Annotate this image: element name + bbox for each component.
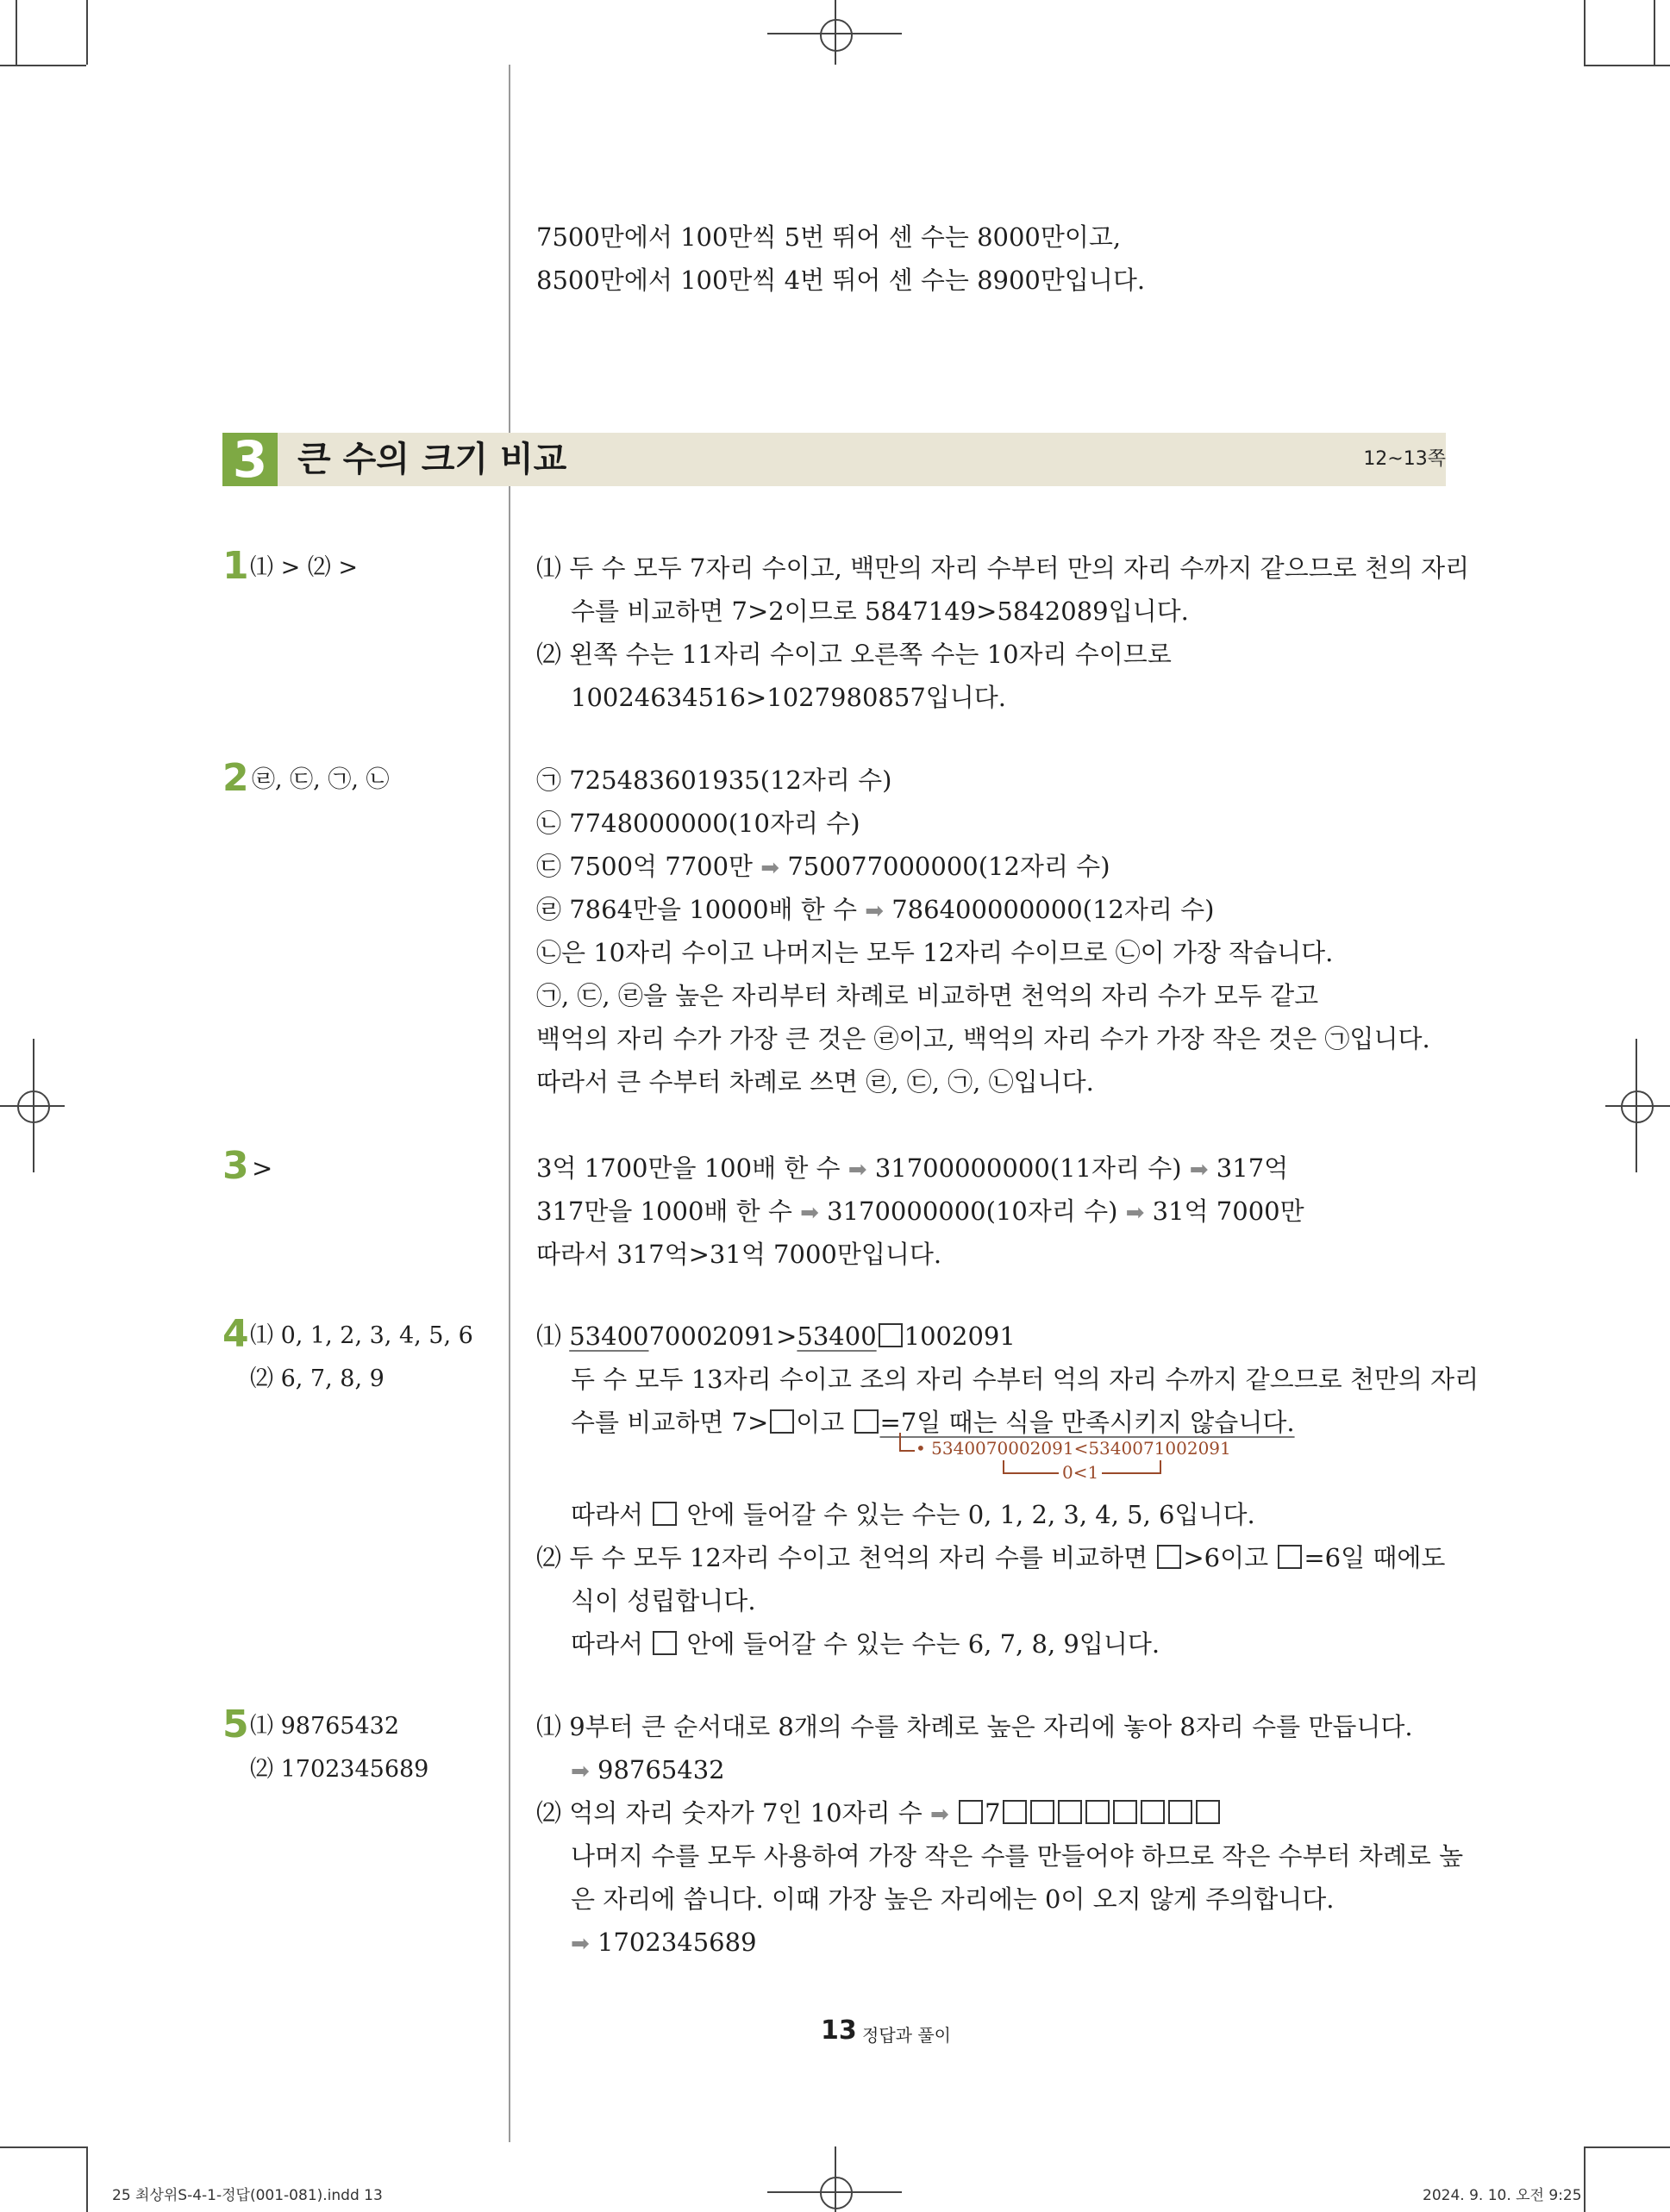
q2-line-6: ㉠, ㉢, ㉣을 높은 자리부터 차례로 비교하면 천억의 자리 수가 모두 같고 xyxy=(536,981,1319,1010)
page-number: 13 xyxy=(821,2015,857,2046)
blank-box xyxy=(1113,1800,1137,1824)
q5-line-3-text: ⑵ 억의 자리 숫자가 7인 10자리 수 xyxy=(536,1798,923,1828)
q3-line-1-result: 31700000000(11자리 수) xyxy=(874,1153,1182,1183)
blank-box xyxy=(770,1409,794,1434)
answer-4-2: ⑵ 6, 7, 8, 9 xyxy=(250,1365,385,1392)
q4-line-1 xyxy=(536,1315,1016,1358)
q2-line-7: 백억의 자리 수가 가장 큰 것은 ㉣이고, 백억의 자리 수가 가장 작은 것은 ㉠입니다. xyxy=(536,1024,1430,1053)
q3-line-1-text: 3억 1700만을 100배 한 수 xyxy=(536,1153,841,1183)
q3-line-2-final: 31억 7000만 xyxy=(1152,1197,1304,1226)
arrow-icon: ➡ xyxy=(1189,1157,1209,1183)
question-number-5: 5 xyxy=(222,1703,249,1746)
question-number-2: 2 xyxy=(222,756,249,800)
q4-line-6: 식이 성립합니다. xyxy=(571,1586,756,1615)
q5-line-4: 나머지 수를 모두 사용하여 가장 작은 수를 만들어야 하므로 작은 수부터 차례로 높 xyxy=(571,1841,1464,1871)
q2-line-4-text: ㉣ 7864만을 10000배 한 수 xyxy=(536,895,857,924)
q5-line-2 xyxy=(571,1748,725,1793)
answer-4-1: ⑴ 0, 1, 2, 3, 4, 5, 6 xyxy=(250,1322,473,1349)
q2-line-1: ㉠ 725483601935(12자리 수) xyxy=(536,765,892,795)
q1-line-1: ⑴ 두 수 모두 7자리 수이고, 백만의 자리 수부터 만의 자리 수까지 같으므로 천의 자리 xyxy=(536,553,1470,583)
arrow-icon: ➡ xyxy=(848,1157,867,1183)
q3-line-3: 따라서 317억>31억 7000만입니다. xyxy=(536,1240,942,1269)
q5-line-3-digit: 7 xyxy=(985,1798,1001,1828)
q4-line-7 xyxy=(571,1622,1160,1665)
note-comparison xyxy=(916,1438,1231,1459)
q4-line-4-b: 안에 들어갈 수 있는 수는 0, 1, 2, 3, 4, 5, 6입니다. xyxy=(679,1500,1255,1529)
section-number: 3 xyxy=(222,433,278,486)
q4-line-4-a: 따라서 xyxy=(571,1500,652,1529)
blank-box xyxy=(653,1502,677,1526)
blank-box xyxy=(1141,1800,1165,1824)
q4-line-5 xyxy=(536,1536,1445,1579)
arrow-icon: ➡ xyxy=(865,898,885,924)
q1-line-2: 수를 비교하면 7>2이므로 5847149>5842089입니다. xyxy=(571,597,1189,626)
footer-timestamp: 2024. 9. 10. 오전 9:25 xyxy=(1423,2187,1582,2204)
q4-line-5-c: =6일 때에도 xyxy=(1304,1543,1446,1572)
q4-line-7-a: 따라서 xyxy=(571,1629,652,1659)
q2-line-3-result: 750077000000(12자리 수) xyxy=(787,852,1110,881)
q2-line-3-text: ㉢ 7500억 7700만 xyxy=(536,852,754,881)
q4-line-1-prefix: ⑴ xyxy=(536,1322,570,1351)
blank-box xyxy=(854,1409,879,1434)
answer-1: ⑴ > ⑵ > xyxy=(250,554,358,581)
q4-line-5-a: ⑵ 두 수 모두 12자리 수이고 천억의 자리 수를 비교하면 xyxy=(536,1543,1156,1572)
q4-line-3-a: 수를 비교하면 7> xyxy=(571,1408,769,1437)
q3-line-2-result: 3170000000(10자리 수) xyxy=(827,1197,1118,1226)
intro-line-1: 7500만에서 100만씩 5번 뛰어 센 수는 8000만이고, xyxy=(536,222,1122,252)
blank-box xyxy=(959,1800,983,1824)
bullet-icon: • xyxy=(916,1438,926,1459)
blank-box xyxy=(1058,1800,1082,1824)
q4-line-1-end: 1002091 xyxy=(904,1322,1016,1351)
blank-box xyxy=(653,1631,677,1655)
note-leader-line xyxy=(899,1433,901,1450)
blank-box xyxy=(1003,1800,1027,1824)
q2-line-2: ㉡ 7748000000(10자리 수) xyxy=(536,809,860,838)
q4-underline-1: 53400 xyxy=(569,1322,649,1351)
q2-line-8: 따라서 큰 수부터 차례로 쓰면 ㉣, ㉢, ㉠, ㉡입니다. xyxy=(536,1067,1094,1097)
q4-line-2: 두 수 모두 13자리 수이고 조의 자리 수부터 억의 자리 수까지 같으므로 천만의 자리 xyxy=(571,1365,1479,1394)
q2-line-4 xyxy=(536,888,1214,933)
arrow-icon: ➡ xyxy=(800,1200,819,1226)
arrow-icon: ➡ xyxy=(930,1802,949,1828)
section-title: 큰 수의 크기 비교 xyxy=(297,440,567,479)
blank-box xyxy=(1157,1545,1181,1569)
question-number-1: 1 xyxy=(222,544,249,588)
note-digit-comparison: 0<1 xyxy=(1059,1462,1102,1483)
arrow-icon: ➡ xyxy=(1125,1200,1145,1226)
q4-line-3-b: 이고 xyxy=(796,1408,853,1437)
section-pages: 12~13쪽 xyxy=(1363,448,1446,470)
answer-2: ㉣, ㉢, ㉠, ㉡ xyxy=(252,766,390,793)
question-number-3: 3 xyxy=(222,1144,249,1188)
q1-line-3: ⑵ 왼쪽 수는 11자리 수이고 오른쪽 수는 10자리 수이므로 xyxy=(536,640,1172,669)
q2-line-3 xyxy=(536,845,1110,890)
q4-line-5-b: >6이고 xyxy=(1183,1543,1277,1572)
q1-line-4: 10024634516>1027980857입니다. xyxy=(571,683,1007,712)
question-number-4: 4 xyxy=(222,1312,249,1356)
q3-line-1-final: 317억 xyxy=(1216,1153,1289,1183)
q3-line-2 xyxy=(536,1190,1304,1234)
note-comparison-text: 5340070002091<5340071002091 xyxy=(931,1438,1231,1459)
q4-line-4 xyxy=(571,1493,1255,1536)
q4-line-7-b: 안에 들어갈 수 있는 수는 6, 7, 8, 9입니다. xyxy=(679,1629,1160,1659)
q2-line-5: ㉡은 10자리 수이고 나머지는 모두 12자리 수이므로 ㉡이 가장 작습니다. xyxy=(536,938,1334,967)
blank-box xyxy=(879,1323,903,1347)
q3-line-1 xyxy=(536,1147,1288,1191)
answer-5-1: ⑴ 98765432 xyxy=(250,1713,400,1740)
intro-line-2: 8500만에서 100만씩 4번 뛰어 센 수는 8900만입니다. xyxy=(536,266,1146,295)
q4-line-3-c: =7일 때는 식을 만족시키지 않습니다. xyxy=(879,1408,1295,1437)
arrow-icon: ➡ xyxy=(571,1759,590,1784)
blank-box xyxy=(1278,1545,1302,1569)
page-label: 정답과 풀이 xyxy=(862,2025,951,2046)
footer-file-info: 25 최상위S-4-1-정답(001-081).indd 13 xyxy=(112,2187,383,2204)
blank-box xyxy=(1030,1800,1054,1824)
arrow-icon: ➡ xyxy=(760,855,780,881)
blank-box xyxy=(1196,1800,1220,1824)
blank-box xyxy=(1085,1800,1110,1824)
q5-line-1: ⑴ 9부터 큰 순서대로 8개의 수를 차례로 높은 자리에 놓아 8자리 수를 만듭니다. xyxy=(536,1712,1413,1741)
q5-line-6-value: 1702345689 xyxy=(597,1928,757,1957)
q4-line-1-mid: 70002091> xyxy=(648,1322,797,1351)
q5-line-5: 은 자리에 씁니다. 이때 가장 높은 자리에는 0이 오지 않게 주의합니다. xyxy=(571,1884,1335,1914)
q2-line-4-result: 786400000000(12자리 수) xyxy=(891,895,1215,924)
blank-box xyxy=(1168,1800,1192,1824)
column-divider xyxy=(509,65,510,2142)
q5-line-3 xyxy=(536,1791,1222,1836)
note-leader-line xyxy=(899,1450,915,1452)
q4-underline-2: 53400 xyxy=(797,1322,877,1351)
q3-line-2-text: 317만을 1000배 한 수 xyxy=(536,1197,792,1226)
arrow-icon: ➡ xyxy=(571,1931,590,1957)
answer-3: > xyxy=(252,1153,273,1183)
answer-5-2: ⑵ 1702345689 xyxy=(250,1756,429,1783)
q5-line-6 xyxy=(571,1921,757,1965)
q5-line-2-value: 98765432 xyxy=(597,1755,725,1784)
